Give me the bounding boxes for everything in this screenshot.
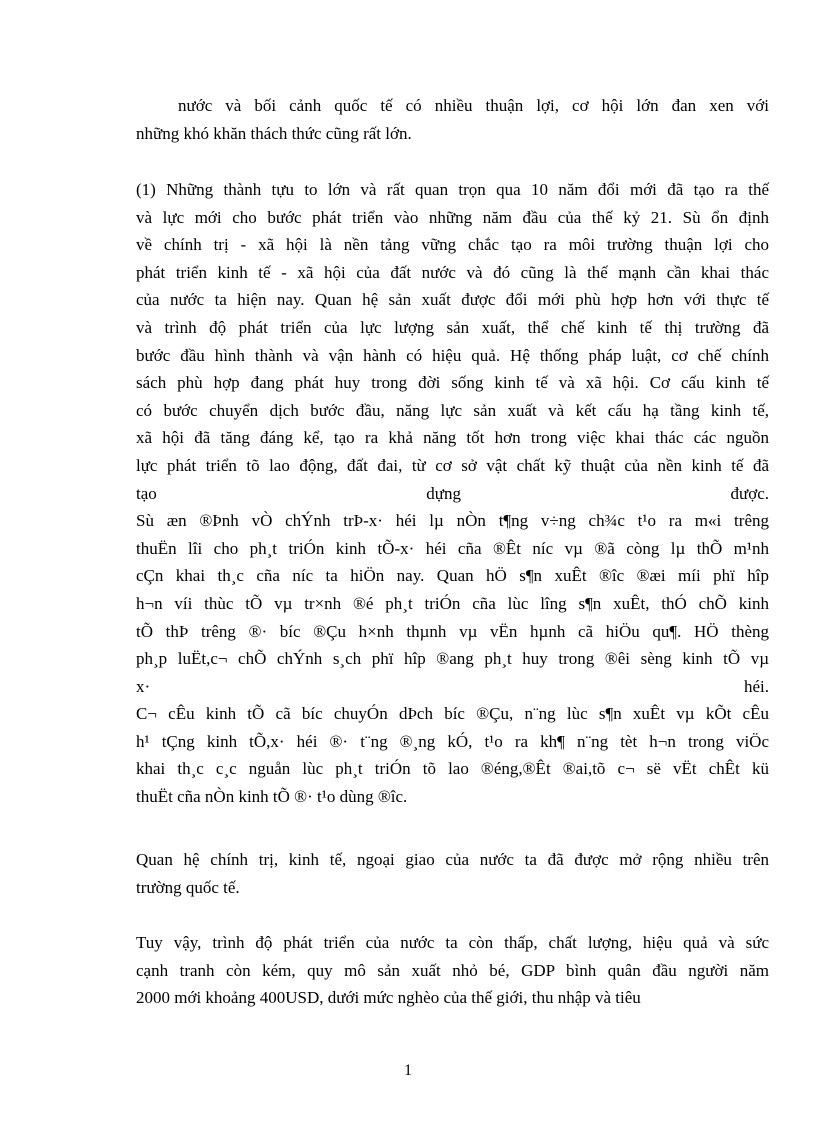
text-line: xã hội đã tăng đáng kể, tạo ra khả năng tốt hơn trong việc khai thác các nguồn [136, 428, 769, 448]
paragraph-intro [136, 92, 769, 147]
text-line: cạnh tranh còn kém, quy mô sản xuất nhỏ bé, GDP bình quân đầu người năm [136, 960, 769, 980]
text-line: 2000 mới khoảng 400USD, dưới mức nghèo của thế giới, thu nhập và tiêu [136, 988, 641, 1008]
text-line-garbled: ph¸p luËt,c¬ chÕ chÝnh s¸ch phï hîp ®ang ph¸t huy trong ®êi sèng kinh tÕ vµ [136, 649, 769, 669]
text-line: phát triển kinh tế - xã hội của đất nước và đó cũng là thế mạnh cần khai thác [136, 262, 769, 282]
text-line-garbled: h¹ tÇng kinh tÕ,x· héi ®· t¨ng ®¸ng kÓ, t¹o ra kh¶ n¨ng tèt h¬n trong viÖc [136, 731, 769, 751]
paragraph-foreign-relations [136, 846, 769, 901]
text-line: và lực mới cho bước phát triển vào những năm đầu của thế kỷ 21. Sù ổn định [136, 207, 769, 227]
paragraph-limitations [136, 929, 769, 1012]
text-line: có bước chuyển dịch bước đầu, năng lực sản xuất và kết cấu hạ tầng kinh tế, [136, 400, 769, 420]
text-line: bước đầu hình thành và vận hành có hiệu quả. Hệ thống pháp luật, cơ chế chính [136, 345, 769, 365]
text-line: những khó khăn thách thức cũng rất lớn. [136, 123, 412, 143]
text-line: về chính trị - xã hội là nền tảng vững chắc tạo ra môi trường thuận lợi cho [136, 235, 769, 255]
text-line: Tuy vậy, trình độ phát triển của nước ta còn thấp, chất lượng, hiệu quả và sức [136, 933, 769, 952]
text-line-garbled: thuËn lîi cho ph¸t triÓn kinh tÕ-x· héi cña ®Êt níc vµ ®ã còng lµ thÕ m¹nh [136, 538, 769, 558]
text-line-garbled: x· héi. [136, 676, 769, 696]
text-line-garbled: khai th¸c c¸c nguån lùc ph¸t triÓn tõ lao ®éng,®Êt ®ai,tõ c¬ së vËt chÊt kü [136, 759, 769, 779]
text-line: lực phát triển tõ lao động, đất đai, từ cơ sở vật chất kỹ thuật của nền kinh tế đã [136, 455, 769, 475]
text-line: nước và bối cảnh quốc tế có nhiều thuận lợi, cơ hội lớn đan xen với [178, 96, 769, 115]
paragraph-achievements [136, 176, 769, 811]
text-line-garbled: tÕ thÞ trêng ®· bíc ®Çu h×nh thµnh vµ vËn hµnh cã hiÖu qu¶. HÖ thèng [136, 621, 769, 641]
text-line: (1) Những thành tựu to lớn và rất quan trọn qua 10 năm đổi mới đã tạo ra thế [136, 180, 769, 199]
text-line: sách phù hợp đang phát huy trong đời sống kinh tế và xã hội. Cơ cấu kinh tế [136, 373, 769, 393]
text-line: và trình độ phát triển của lực lượng sản xuất, thể chế kinh tế thị trường đã [136, 317, 769, 337]
page-number: 1 [404, 1062, 412, 1079]
text-line: tạo dựng được. [136, 483, 769, 503]
text-line-garbled: h¬n víi thùc tÕ vµ tr×nh ®é ph¸t triÓn cña lùc lîng s¶n xuÊt, thÓ chÕ kinh [136, 593, 769, 613]
text-line: Quan hệ chính trị, kinh tế, ngoại giao của nước ta đã được mở rộng nhiều trên [136, 850, 769, 869]
text-line: trường quốc tế. [136, 877, 240, 897]
text-line-garbled: cÇn khai th¸c cña níc ta hiÖn nay. Quan hÖ s¶n xuÊt ®îc ®æi míi phï hîp [136, 566, 769, 586]
text-line-garbled: C¬ cÊu kinh tÕ cã bíc chuyÓn dÞch bíc ®Çu, n¨ng lùc s¶n xuÊt vµ kÕt cÊu [136, 704, 769, 724]
text-line-garbled: thuËt cña nÒn kinh tÕ ®· t¹o dùng ®îc. [136, 787, 408, 807]
text-line: của nước ta hiện nay. Quan hệ sản xuất được đổi mới phù hợp hơn với thực tế [136, 290, 769, 310]
text-line-garbled: Sù æn ®Þnh vÒ chÝnh trÞ-x· héi lµ nÒn t¶ng v÷ng ch¾c t¹o ra m«i trêng [136, 511, 769, 531]
